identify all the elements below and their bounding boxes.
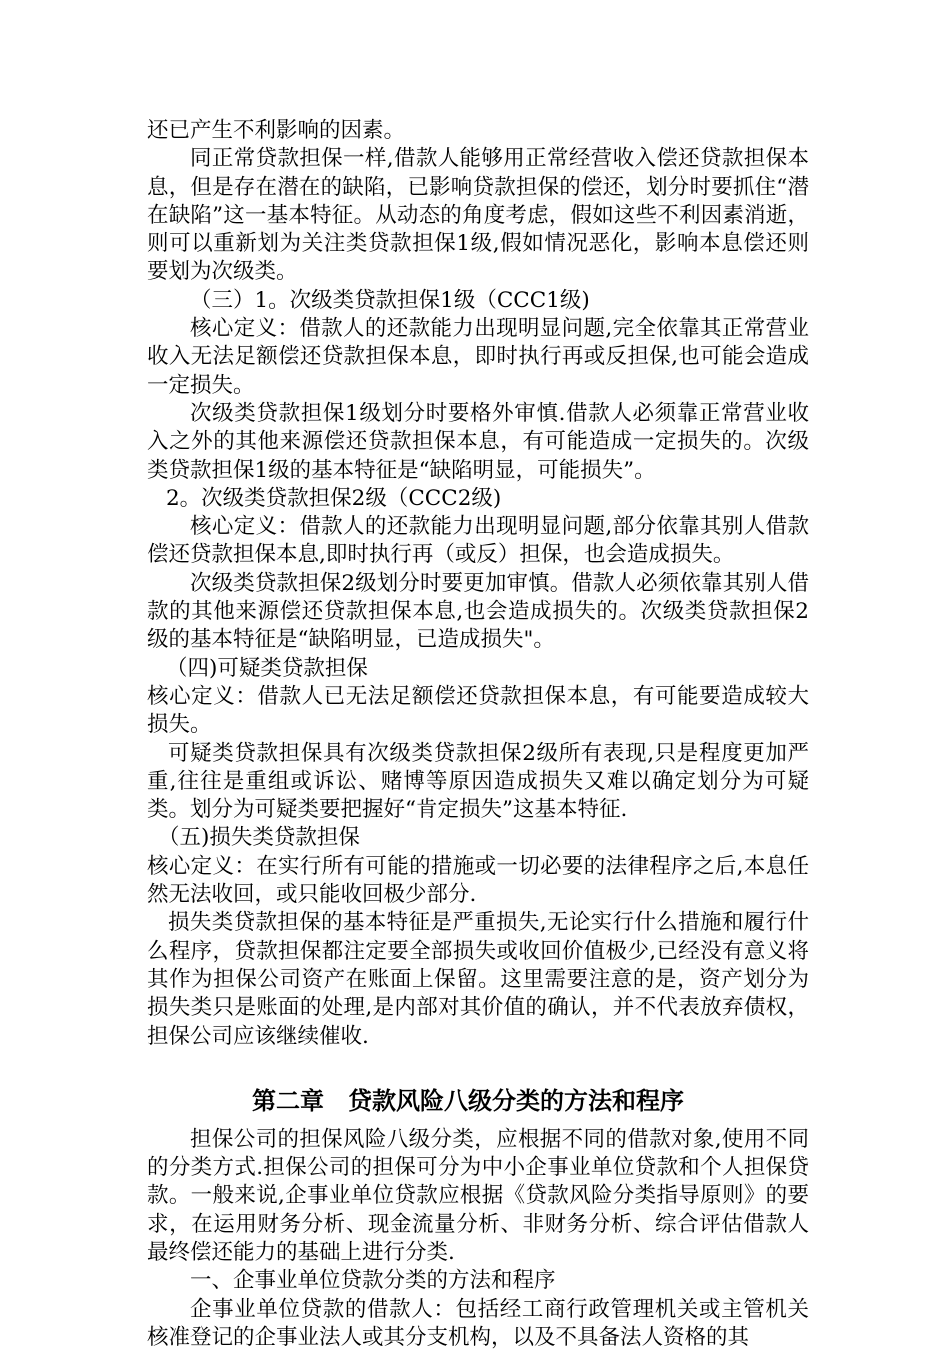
paragraph-ccc2-desc: 次级类贷款担保2级划分时要更加审慎。借款人必须依靠其别人借款的其他来源偿还贷款担保本息,也会造成损失的。次级类贷款担保2级的基本特征是“缺陷明显，已造成损失"。 [147, 570, 809, 653]
paragraph-doubtful-desc: 可疑类贷款担保具有次级类贷款担保2级所有表现,只是程度更加严重,往往是重组或诉讼、赌博等原因造成损失又难以确定划分为可疑类。划分为可疑类要把握好“肯定损失”这基本特征. [147, 740, 809, 823]
document-page [147, 117, 809, 1352]
paragraph-chapter-intro: 担保公司的担保风险八级分类，应根据不同的借款对象,使用不同的分类方式.担保公司的担保可分为中小企事业单位贷款和个人担保贷款。一般来说,企事业单位贷款应根据《贷款风险分类指导原则》的要求，在运用财务分析、现金流量分析、非财务分析、综合评估借款人最终偿还能力的基础上进行分类. [147, 1126, 809, 1265]
paragraph-loss-desc: 损失类贷款担保的基本特征是严重损失,无论实行什么措施和履行什么程序，贷款担保都注定要全部损失或收回价值极少,已经没有意义将其作为担保公司资产在账面上保留。这里需要注意的是，资产划分为损失类只是账面的处理,是内部对其价值的确认，并不代表放弃债权，担保公司应该继续催收. [147, 910, 809, 1049]
heading-enterprise-method: 一、企事业单位贷款分类的方法和程序 [190, 1268, 556, 1294]
heading-ccc1: （三）1。次级类贷款担保1级（CCC1级) [190, 287, 590, 313]
paragraph-ccc2-definition: 核心定义：借款人的还款能力出现明显问题,部分依靠其别人借款偿还贷款担保本息,即时执行再（或反）担保，也会造成损失。 [147, 514, 809, 568]
paragraph-enterprise-borrower: 企事业单位贷款的借款人：包括经工商行政管理机关或主管机关核准登记的企事业法人或其分支机构，以及不具备法人资格的其 [147, 1296, 809, 1350]
paragraph-ccc1-definition: 核心定义：借款人的还款能力出现明显问题,完全依靠其正常营业收入无法足额偿还贷款担保本息，即时执行再或反担保,也可能会造成一定损失。 [147, 316, 809, 398]
heading-ccc2: 2。次级类贷款担保2级（CCC2级) [166, 485, 502, 511]
paragraph-ccc1-desc: 次级类贷款担保1级划分时要格外审慎.借款人必须靠正常营业收入之外的其他来源偿还贷款担保本息，有可能造成一定损失的。次级类贷款担保1级的基本特征是“缺陷明显，可能损失”。 [147, 400, 809, 483]
heading-doubtful: （四)可疑类贷款担保 [166, 655, 368, 681]
paragraph-continuation: 还已产生不利影响的因素。 [147, 118, 406, 143]
paragraph-substandard-desc: 同正常贷款担保一样,借款人能够用正常经营收入偿还贷款担保本息，但是存在潜在的缺陷，已影响贷款担保的偿还，划分时要抓住“潜在缺陷”这一基本特征。从动态的角度考虑，假如这些不利因素消逝，则可以重新划为关注类贷款担保1级,假如情况恶化，影响本息偿还则要划为次级类。 [147, 146, 809, 285]
heading-loss: （五)损失类贷款担保 [158, 825, 360, 851]
chapter-title: 第二章 贷款风险八级分类的方法和程序 [252, 1086, 684, 1115]
paragraph-doubtful-definition: 核心定义：借款人已无法足额偿还贷款担保本息，有可能要造成较大损失。 [147, 683, 809, 738]
paragraph-loss-definition: 核心定义：在实行所有可能的措施或一切必要的法律程序之后,本息任然无法收回，或只能收回极少部分. [147, 853, 809, 908]
